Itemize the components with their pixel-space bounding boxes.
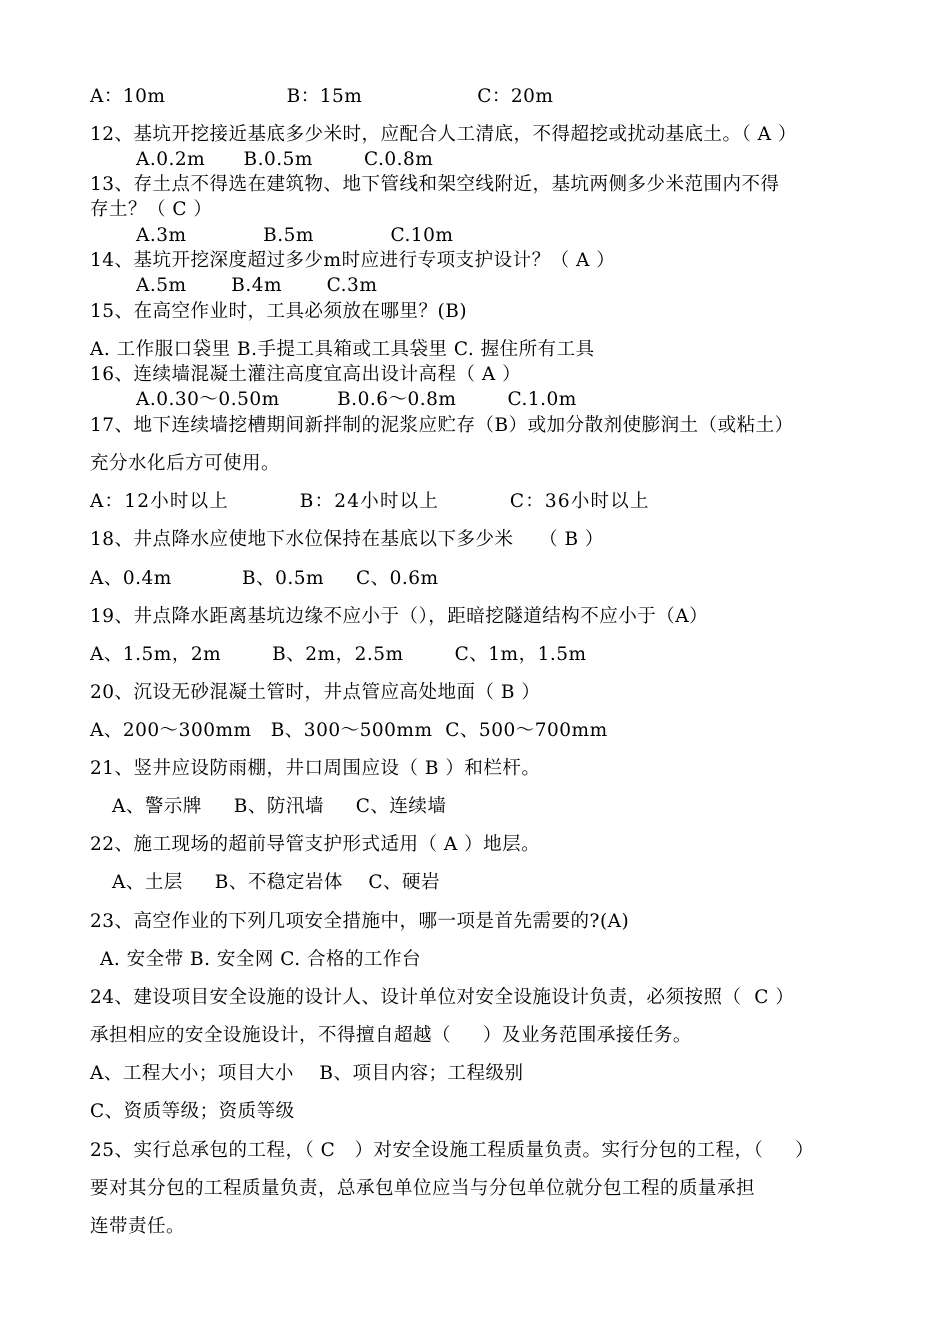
q13-text-line1: 13、存土点不得选在建筑物、地下管线和架空线附近，基坑两侧多少米范围内不得	[90, 174, 780, 195]
q20-options: A、200～300mm B、300～500mm C、500～700mm	[90, 720, 608, 741]
q24-text-line1: 24、建设项目安全设施的设计人、设计单位对安全设施设计负责，必须按照（ C ）	[90, 987, 795, 1008]
q21-options: A、警示牌 B、防汛墙 C、连续墙	[112, 796, 447, 817]
q17-text-line1: 17、地下连续墙挖槽期间新拌制的泥浆应贮存（B）或加分散剂使膨润土（或粘土）	[90, 415, 794, 436]
q17-options: A：12小时以上 B：24小时以上 C：36小时以上	[90, 491, 650, 512]
q25-text-line1: 25、实行总承包的工程，（ C ）对安全设施工程质量负责。实行分包的工程，（ ）	[90, 1140, 815, 1161]
q21-text: 21、竖井应设防雨棚，井口周围应设（ B ）和栏杆。	[90, 758, 541, 779]
q23-options: A. 安全带 B. 安全网 C. 合格的工作台	[100, 949, 421, 970]
q18-options: A、0.4m B、0.5m C、0.6m	[90, 568, 439, 589]
q22-text: 22、施工现场的超前导管支护形式适用（ A ）地层。	[90, 834, 541, 855]
q24-text-line2: 承担相应的安全设施设计，不得擅自超越（ ）及业务范围承接任务。	[90, 1025, 692, 1046]
q18-text: 18、井点降水应使地下水位保持在基底以下多少米 （ B ）	[90, 529, 604, 550]
q14-text: 14、基坑开挖深度超过多少m时应进行专项支护设计？（ A ）	[90, 250, 616, 271]
q17-text-line2: 充分水化后方可使用。	[90, 453, 281, 474]
q13-text-line2: 存土？（ C ）	[90, 199, 213, 220]
q16-options: A.0.30～0.50m B.0.6～0.8m C.1.0m	[136, 389, 577, 410]
q12-text: 12、基坑开挖接近基底多少米时，应配合人工清底，不得超挖或扰动基底土。（ A ）	[90, 124, 797, 145]
q16-text: 16、连续墙混凝土灌注高度宜高出设计高程（ A ）	[90, 364, 522, 385]
q20-text: 20、沉设无砂混凝土管时，井点管应高处地面（ B ）	[90, 682, 541, 703]
q25-text-line2: 要对其分包的工程质量负责，总承包单位应当与分包单位就分包工程的质量承担	[90, 1178, 756, 1199]
q14-options: A.5m B.4m C.3m	[136, 275, 378, 296]
q12-options: A.0.2m B.0.5m C.0.8m	[136, 149, 434, 170]
q24-option-ab: A、工程大小；项目大小 B、项目内容；工程级别	[90, 1063, 524, 1084]
q15-text: 15、在高空作业时，工具必须放在哪里？(B)	[90, 301, 468, 322]
q13-options: A.3m B.5m C.10m	[136, 225, 454, 246]
q23-text: 23、高空作业的下列几项安全措施中，哪一项是首先需要的?(A)	[90, 911, 630, 932]
q24-option-c: C、资质等级；资质等级	[90, 1101, 295, 1122]
q19-text: 19、井点降水距离基坑边缘不应小于（），距暗挖隧道结构不应小于（A）	[90, 606, 709, 627]
q11-options: A：10m B：15m C：20m	[90, 86, 554, 107]
q25-text-line3: 连带责任。	[90, 1216, 186, 1237]
q19-options: A、1.5m，2m B、2m，2.5m C、1m，1.5m	[90, 644, 587, 665]
q15-options: A. 工作服口袋里 B.手提工具箱或工具袋里 C. 握住所有工具	[90, 339, 595, 360]
q22-options: A、土层 B、不稳定岩体 C、硬岩	[112, 872, 441, 893]
